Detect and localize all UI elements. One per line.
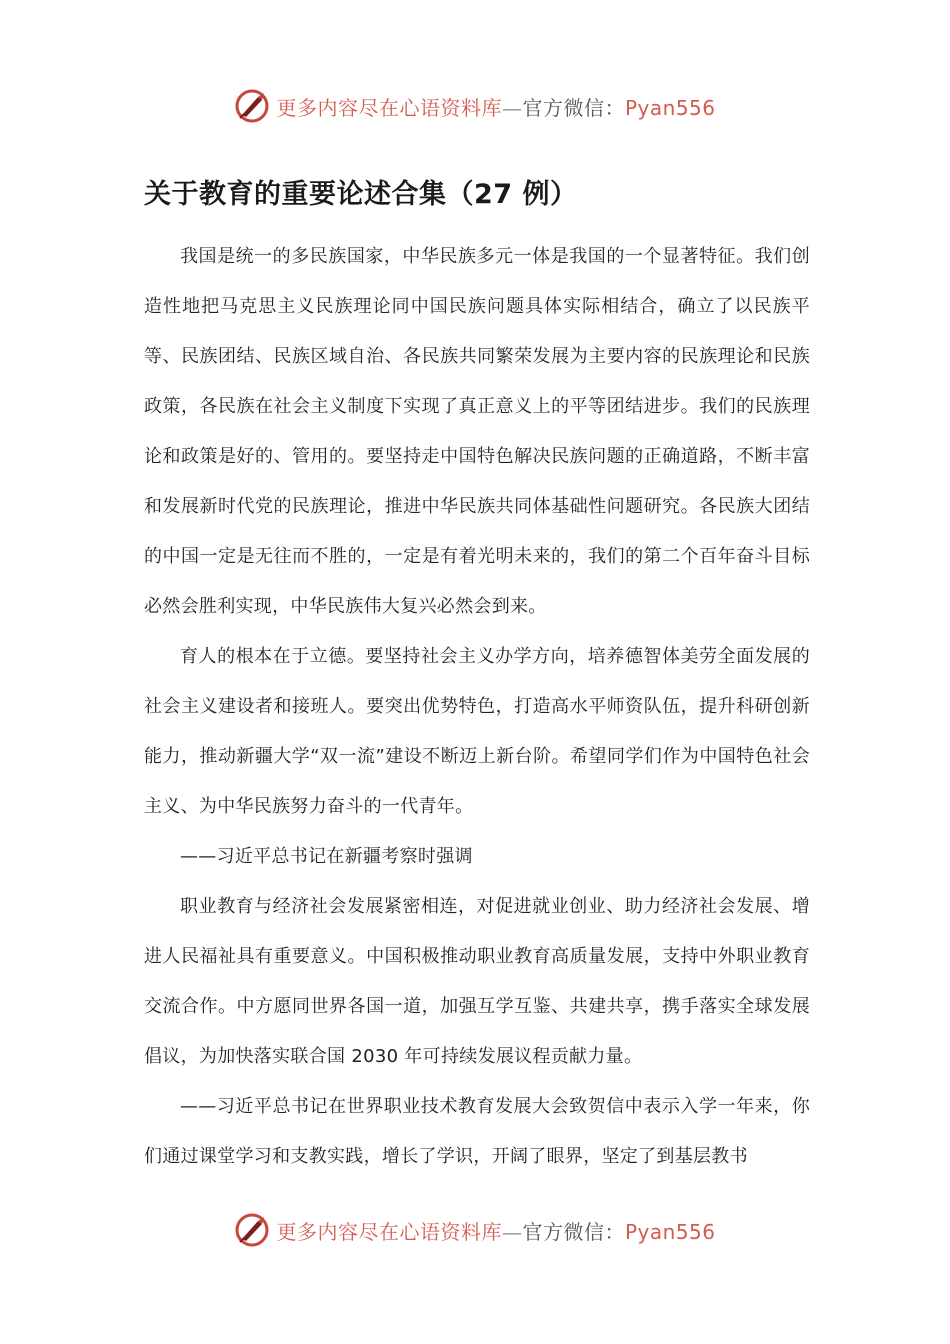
- banner-text: [276, 92, 715, 121]
- banner-separator: —: [501, 1219, 523, 1244]
- attribution: ——习近平总书记在世界职业技术教育发展大会致贺信中表示入学一年来，你们通过课堂学习和支教实践，增长了学识，开阔了眼界，坚定了到基层教书: [144, 1096, 810, 1167]
- wechat-id: Pyan556: [624, 1219, 716, 1244]
- quill-pen-logo-icon: [234, 88, 270, 124]
- paragraph: 职业教育与经济社会发展紧密相连，对促进就业创业、助力经济社会发展、增进人民福祉具有重要意义。中国积极推动职业教育高质量发展，支持中外职业教育交流合作。中方愿同世界各国一道，加强互学互鉴、共建共享，携手落实全球发展倡议，为加快落实联合国 2030 年可持续发展议程贡献力量。: [144, 896, 810, 1067]
- document-body: [144, 232, 810, 1182]
- wechat-id: Pyan556: [624, 95, 716, 120]
- wechat-label: 官方微信：: [522, 1219, 625, 1244]
- document-title: 关于教育的重要论述合集（27 例）: [144, 179, 578, 210]
- quill-pen-logo-icon: [234, 1212, 270, 1248]
- banner-text: [276, 1216, 715, 1245]
- attribution: ——习近平总书记在新疆考察时强调: [180, 846, 473, 867]
- site-name: 更多内容尽在心语资料库: [276, 1219, 502, 1244]
- header-banner: [0, 84, 950, 128]
- paragraph: 育人的根本在于立德。要坚持社会主义办学方向，培养德智体美劳全面发展的社会主义建设者和接班人。要突出优势特色，打造高水平师资队伍，提升科研创新能力，推动新疆大学“双一流”建设不断迈上新台阶。希望同学们作为中国特色社会主义、为中华民族努力奋斗的一代青年。: [144, 646, 810, 817]
- paragraph: 我国是统一的多民族国家，中华民族多元一体是我国的一个显著特征。我们创造性地把马克思主义民族理论同中国民族问题具体实际相结合，确立了以民族平等、民族团结、民族区域自治、各民族共同繁荣发展为主要内容的民族理论和民族政策，各民族在社会主义制度下实现了真正意义上的平等团结进步。我们的民族理论和政策是好的、管用的。要坚持走中国特色解决民族问题的正确道路，不断丰富和发展新时代党的民族理论，推进中华民族共同体基础性问题研究。各民族大团结的中国一定是无往而不胜的，一定是有着光明未来的，我们的第二个百年奋斗目标必然会胜利实现，中华民族伟大复兴必然会到来。: [144, 246, 810, 617]
- wechat-label: 官方微信：: [522, 95, 625, 120]
- footer-banner: [0, 1208, 950, 1252]
- site-name: 更多内容尽在心语资料库: [276, 95, 502, 120]
- banner-separator: —: [501, 95, 523, 120]
